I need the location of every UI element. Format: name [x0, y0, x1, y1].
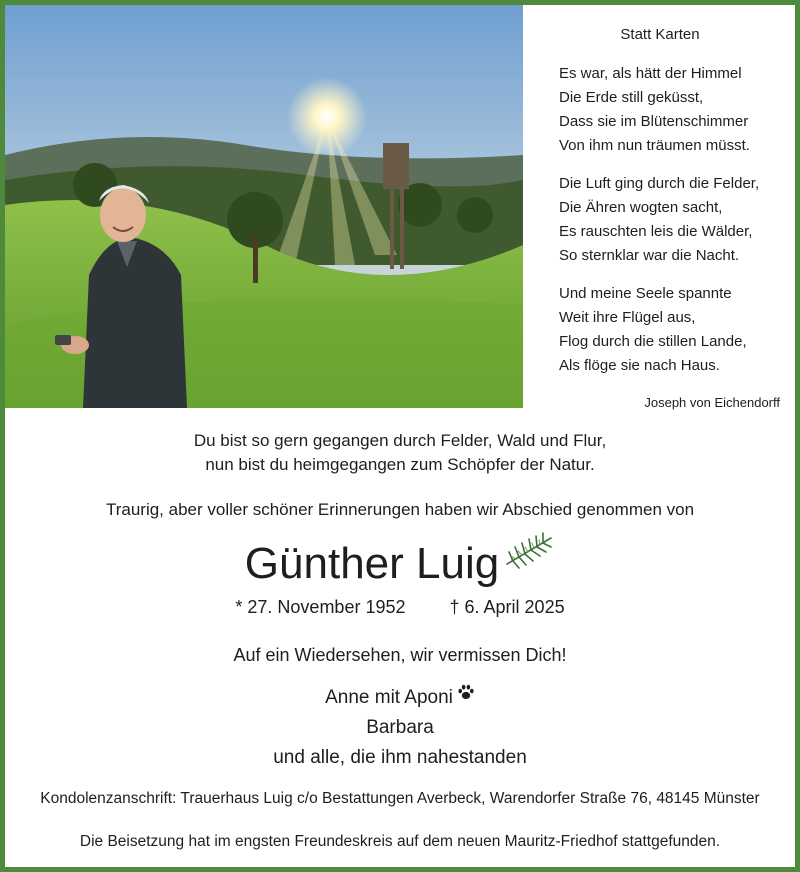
- poem-line: Die Erde still geküsst,: [559, 89, 704, 106]
- poem-stanza-3: [559, 282, 789, 378]
- signer-line: Barbara: [366, 717, 434, 739]
- poem-heading: Statt Karten: [620, 26, 700, 43]
- life-dates: [5, 597, 795, 618]
- death-date: † 6. April 2025: [449, 597, 565, 617]
- poem-stanza-2: [559, 172, 789, 268]
- poem-line: Es war, als hätt der Himmel: [559, 65, 742, 82]
- signer-name: Anne mit Aponi: [325, 687, 453, 709]
- poem-line: Dass sie im Blütenschimmer: [559, 113, 749, 130]
- poem-author: Joseph von Eichendorff: [644, 395, 780, 410]
- signer-line: [5, 683, 795, 713]
- paw-icon: [457, 681, 475, 711]
- fir-branch-icon: [503, 526, 555, 586]
- birth-date: * 27. November 1952: [235, 597, 406, 617]
- poem-line: Weit ihre Flügel aus,: [559, 309, 696, 326]
- memorial-photo: [5, 5, 523, 408]
- intro-text: Traurig, aber voller schöner Erinnerungen haben wir Abschied genommen von: [105, 500, 695, 519]
- quote-line: nun bist du heimgegangen zum Schöpfer der Natur.: [205, 455, 595, 474]
- quote-line: Du bist so gern gegangen durch Felder, Wald und Flur,: [193, 431, 607, 450]
- signer-line: und alle, die ihm nahestanden: [273, 747, 527, 769]
- poem-line: Die Ähren wogten sacht,: [559, 199, 723, 216]
- deceased-name-row: [5, 534, 795, 596]
- poem-line: Als flöge sie nach Haus.: [559, 357, 720, 374]
- poem-line: Flog durch die stillen Lande,: [559, 333, 747, 350]
- farewell-text: Auf ein Wiedersehen, wir vermissen Dich!: [233, 645, 567, 665]
- memorial-quote: [5, 429, 795, 477]
- condolence-address: Kondolenzanschrift: Trauerhaus Luig c/o Bestattungen Averbeck, Warendorfer Straße 76, 48145 Münster: [40, 790, 760, 807]
- deceased-name: Günther Luig: [244, 539, 500, 588]
- poem-stanza-1: [559, 62, 789, 158]
- signers: [5, 683, 795, 773]
- poem-line: Und meine Seele spannte: [559, 285, 732, 302]
- burial-note: Die Beisetzung hat im engsten Freundeskreis auf dem neuen Mauritz-Friedhof stattgefunden.: [79, 833, 721, 850]
- poem: [530, 5, 790, 408]
- poem-line: Die Luft ging durch die Felder,: [559, 175, 760, 192]
- poem-line: Von ihm nun träumen müsst.: [559, 137, 750, 154]
- poem-line: Es rauschten leis die Wälder,: [559, 223, 753, 240]
- poem-line: So sternklar war die Nacht.: [559, 247, 740, 264]
